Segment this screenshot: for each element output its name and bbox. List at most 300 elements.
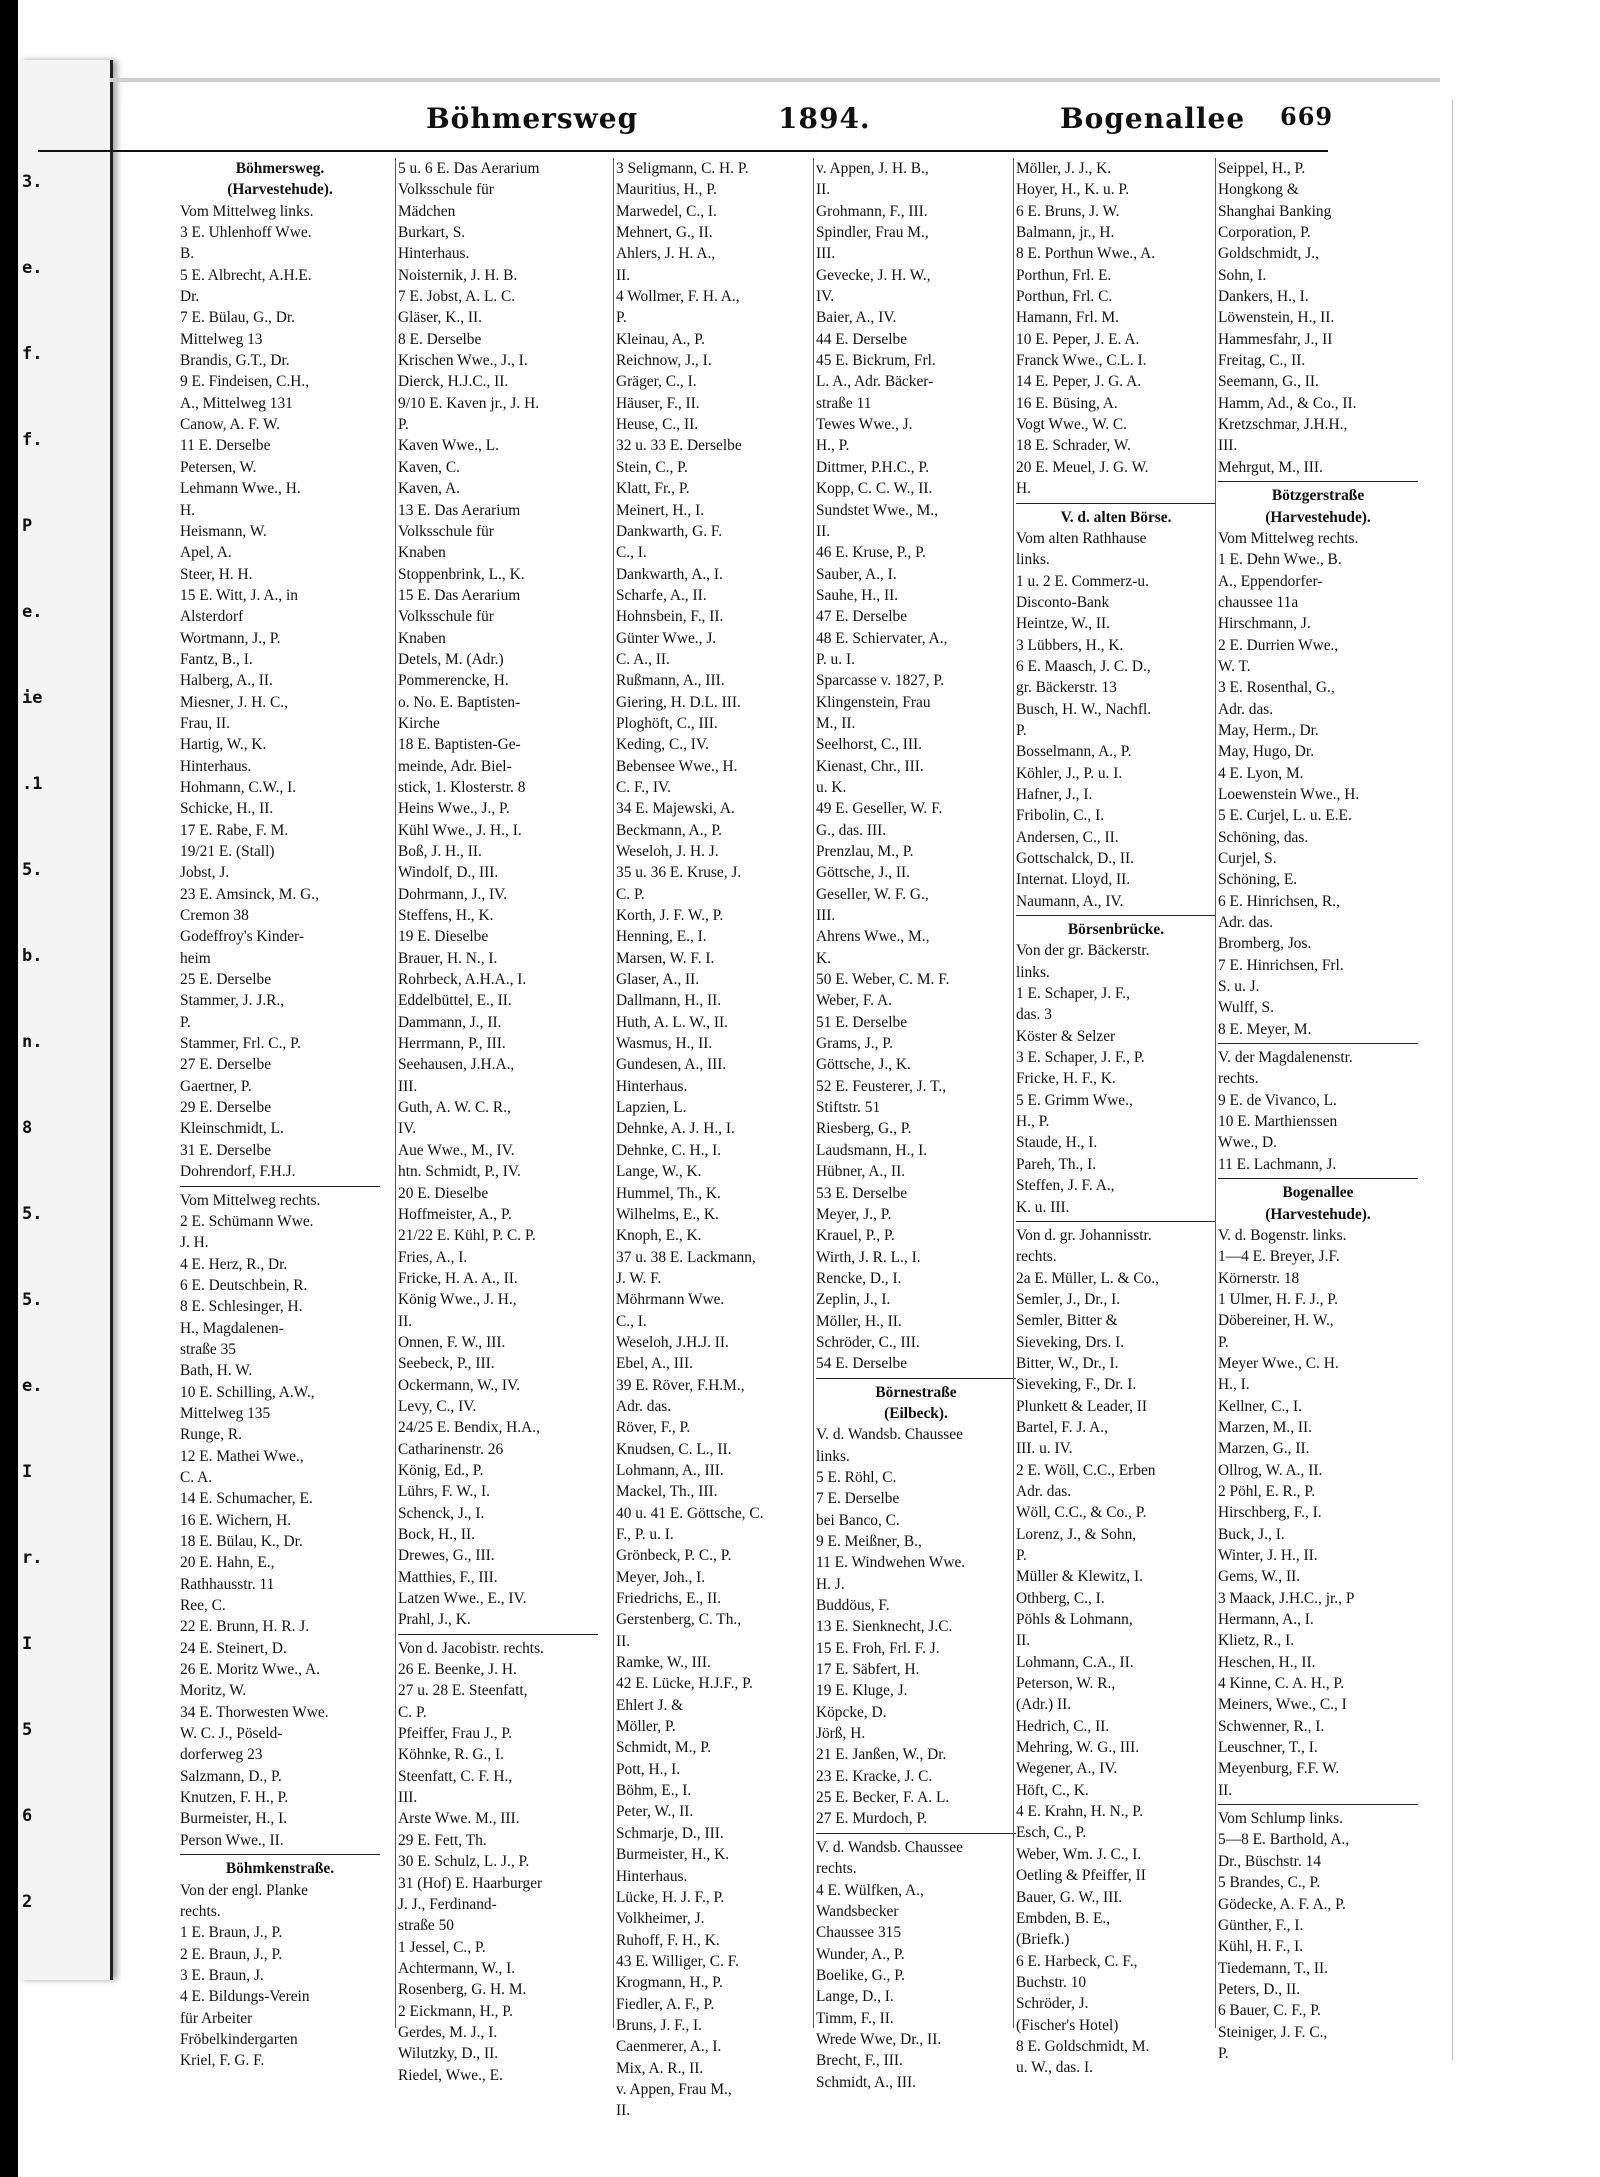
- directory-entry: 7 E. Bülau, G., Dr.: [180, 309, 295, 327]
- directory-entry: Bebensee Wwe., H.: [616, 757, 738, 775]
- directory-entry: Marzen, G., II.: [1218, 1440, 1310, 1458]
- directory-entry: 24/25 E. Bendix, H.A.,: [398, 1419, 540, 1437]
- directory-entry: Mix, A. R., II.: [616, 2059, 704, 2077]
- directory-entry: H., P.: [1016, 1113, 1050, 1131]
- directory-entry: Dankwarth, G. F.: [616, 522, 723, 540]
- directory-entry: 8 E. Porthun Wwe., A.: [1016, 245, 1156, 263]
- directory-entry: 6 E. Deutschbein, R.: [180, 1276, 308, 1294]
- directory-entry: A., Eppendorfer-: [1218, 572, 1323, 590]
- street-heading: (Harvestehude).: [1265, 1205, 1371, 1223]
- directory-entry: 7 E. Hinrichsen, Frl.: [1218, 956, 1344, 974]
- directory-entry: Meyenburg, F.F. W.: [1218, 1760, 1340, 1778]
- directory-entry: Dehnke, C. H., I.: [616, 1141, 722, 1159]
- directory-entry: Hoyer, H., K. u. P.: [1016, 181, 1130, 199]
- directory-entry: Hohnsbein, F., II.: [616, 608, 724, 626]
- directory-entry: Chaussee 315: [816, 1924, 902, 1942]
- directory-entry: 8 E. Schlesinger, H.: [180, 1298, 303, 1316]
- directory-entry: Klietz, R., I.: [1218, 1632, 1295, 1650]
- directory-entry: Fries, A., I.: [398, 1248, 468, 1266]
- directory-entry: Miesner, J. H. C.,: [180, 693, 288, 711]
- directory-entry: Hafner, J., I.: [1016, 785, 1093, 803]
- directory-column-3: [616, 158, 816, 2122]
- directory-entry: 7 E. Jobst, A. L. C.: [398, 288, 516, 306]
- section-rule: [816, 1833, 1016, 1834]
- directory-entry: III.: [816, 245, 836, 263]
- directory-entry: Stoppenbrink, L., K.: [398, 565, 525, 583]
- directory-entry: Naumann, A., IV.: [1016, 892, 1124, 910]
- directory-entry: Drewes, G., III.: [398, 1547, 495, 1565]
- directory-entry: 24 E. Steinert, D.: [180, 1639, 287, 1657]
- directory-entry: Kleinau, A., P.: [616, 330, 705, 348]
- directory-entry: Embden, B. E.,: [1016, 1909, 1111, 1927]
- column-divider: [395, 158, 396, 2028]
- directory-entry: Frau, II.: [180, 714, 231, 732]
- section-rule: [1218, 1178, 1418, 1179]
- directory-entry: rechts.: [180, 1902, 221, 1920]
- directory-entry: Timm, F., II.: [816, 2009, 894, 2027]
- directory-entry: Schicke, H., II.: [180, 800, 274, 818]
- directory-entry: Schröder, C., III.: [816, 1333, 920, 1351]
- directory-entry: 2 Eickmann, H., P.: [398, 2002, 513, 2020]
- directory-entry: S. u. J.: [1218, 978, 1260, 996]
- directory-entry: 8 E. Goldschmidt, M.: [1016, 2037, 1150, 2055]
- directory-entry: o. No. E. Baptisten-: [398, 693, 521, 711]
- directory-entry: Löwenstein, H., II.: [1218, 309, 1335, 327]
- directory-entry: Schwenner, R., I.: [1218, 1717, 1325, 1735]
- directory-entry: Busch, H. W., Nachfl.: [1016, 700, 1152, 718]
- directory-entry: Volkheimer, J.: [616, 1910, 705, 1928]
- directory-entry: Esch, C., P.: [1016, 1824, 1087, 1842]
- directory-entry: straße 50: [398, 1917, 454, 1935]
- directory-entry: Kaven, C.: [398, 458, 460, 476]
- directory-entry: Volksschule für: [398, 608, 494, 626]
- directory-entry: Mehring, W. G., III.: [1016, 1739, 1140, 1757]
- directory-entry: H., P.: [816, 437, 850, 455]
- directory-entry: 39 E. Röver, F.H.M.,: [616, 1376, 745, 1394]
- directory-entry: 49 E. Geseller, W. F.: [816, 800, 943, 818]
- directory-entry: Hirschberg, F., I.: [1218, 1504, 1322, 1522]
- directory-entry: F., P. u. I.: [616, 1526, 674, 1543]
- directory-entry: Von der gr. Bäckerstr.: [1016, 942, 1150, 960]
- directory-entry: Knoph, E., K.: [616, 1227, 702, 1245]
- directory-entry: Dehnke, A. J. H., I.: [616, 1120, 735, 1138]
- directory-entry: Freitag, C., II.: [1218, 352, 1306, 370]
- directory-entry: III.: [398, 1077, 418, 1095]
- directory-entry: dorferweg 23: [180, 1746, 263, 1764]
- directory-entry: Lorenz, J., & Sohn,: [1016, 1525, 1137, 1543]
- directory-entry: Gems, W., II.: [1218, 1568, 1301, 1586]
- directory-entry: Brecht, F., III.: [816, 2052, 903, 2070]
- directory-entry: Alsterdorf: [180, 608, 244, 626]
- directory-entry: 11 E. Windwehen Wwe.: [816, 1554, 966, 1572]
- directory-entry: Mittelweg 13: [180, 330, 263, 348]
- directory-entry: Vom Mittelweg links.: [180, 202, 314, 220]
- directory-entry: Othberg, C., I.: [1016, 1589, 1105, 1607]
- directory-entry: Fricke, H. A. A., II.: [398, 1269, 518, 1287]
- directory-entry: Dr., Büschstr. 14: [1218, 1852, 1322, 1870]
- directory-entry: 34 E. Majewski, A.: [616, 800, 735, 818]
- directory-entry: Godeffroy's Kinder-: [180, 928, 304, 946]
- directory-entry: C. F., IV.: [616, 778, 671, 796]
- directory-entry: Semler, Bitter &: [1016, 1312, 1118, 1330]
- directory-entry: P.: [1016, 721, 1027, 739]
- directory-entry: Fröbelkindergarten: [180, 2030, 298, 2048]
- column-divider: [613, 158, 614, 2028]
- directory-entry: Günter Wwe., J.: [616, 629, 717, 647]
- directory-entry: 18 E. Baptisten-Ge-: [398, 736, 521, 754]
- directory-entry: C. P.: [616, 885, 645, 903]
- directory-entry: Seebeck, P., III.: [398, 1355, 495, 1373]
- directory-entry: Peterson, W. R.,: [1016, 1675, 1116, 1693]
- directory-entry: 27 E. Murdoch, P.: [816, 1810, 928, 1828]
- directory-entry: Ehlert J. &: [616, 1696, 684, 1714]
- directory-entry: 4 E. Herz, R., Dr.: [180, 1255, 288, 1273]
- directory-entry: 1 u. 2 E. Commerz-u.: [1016, 572, 1149, 590]
- directory-entry: 2 E. Braun, J., P.: [180, 1945, 283, 1963]
- directory-entry: 31 E. Derselbe: [180, 1141, 272, 1159]
- directory-column-6: [1218, 158, 1418, 2064]
- directory-entry: P.: [1218, 2044, 1229, 2062]
- directory-entry: Steiniger, J. F. C.,: [1218, 2023, 1328, 2041]
- directory-entry: Cremon 38: [180, 907, 249, 925]
- previous-page-fragment: 5: [22, 1720, 33, 1740]
- directory-entry: Marzen, M., II.: [1218, 1418, 1313, 1436]
- directory-entry: Herrmann, P., III.: [398, 1035, 506, 1053]
- directory-entry: 34 E. Thorwesten Wwe.: [180, 1703, 329, 1721]
- directory-entry: Hirschmann, J.: [1218, 615, 1311, 633]
- previous-page-fragment: e.: [22, 258, 43, 278]
- directory-entry: Jörß, H.: [816, 1725, 866, 1743]
- directory-entry: 31 (Hof) E. Haarburger: [398, 1874, 543, 1892]
- directory-entry: Stein, C., P.: [616, 458, 688, 476]
- previous-page-fragment: 3.: [22, 172, 43, 192]
- previous-page-fragment: 5.: [22, 1290, 43, 1310]
- directory-entry: Seelhorst, C., III.: [816, 736, 923, 754]
- directory-entry: 51 E. Derselbe: [816, 1013, 908, 1031]
- directory-entry: Rohrbeck, A.H.A., I.: [398, 971, 527, 989]
- directory-entry: Person Wwe., II.: [180, 1831, 284, 1849]
- directory-entry: 13 E. Das Aerarium: [398, 501, 521, 519]
- directory-entry: Kaven, A.: [398, 480, 460, 498]
- directory-entry: Heintze, W., II.: [1016, 615, 1111, 633]
- directory-entry: Wortmann, J., P.: [180, 629, 281, 647]
- directory-entry: 29 E. Fett, Th.: [398, 1831, 487, 1849]
- directory-entry: Klingenstein, Frau: [816, 693, 931, 711]
- scan-dark-edge: [0, 0, 18, 2177]
- directory-entry: Stammer, J. J.R.,: [180, 992, 285, 1010]
- directory-entry: 44 E. Derselbe: [816, 330, 908, 348]
- directory-entry: H.: [180, 501, 195, 519]
- directory-entry: Mackel, Th., III.: [616, 1483, 718, 1501]
- directory-entry: Gräger, C., I.: [616, 373, 697, 391]
- directory-entry: Gundesen, A., III.: [616, 1056, 727, 1074]
- directory-entry: Gevecke, J. H. W.,: [816, 266, 931, 284]
- directory-entry: 3 E. Rosenthal, G.,: [1218, 679, 1335, 697]
- directory-entry: Wegener, A., IV.: [1016, 1760, 1118, 1778]
- directory-entry: links.: [1016, 963, 1050, 981]
- directory-entry: Von d. Jacobistr. rechts.: [398, 1639, 544, 1657]
- directory-entry: Hohmann, C.W., I.: [180, 778, 297, 796]
- directory-entry: Weseloh, J. H. J.: [616, 843, 719, 860]
- directory-entry: Lohmann, C.A., II.: [1016, 1653, 1134, 1671]
- directory-entry: 47 E. Derselbe: [816, 608, 908, 626]
- directory-entry: Bromberg, Jos.: [1218, 935, 1312, 953]
- directory-entry: Pareh, Th., I.: [1016, 1155, 1097, 1173]
- directory-entry: 37 u. 38 E. Lackmann,: [616, 1248, 756, 1266]
- directory-entry: 26 E. Moritz Wwe., A.: [180, 1661, 320, 1679]
- directory-entry: u. K.: [816, 778, 847, 796]
- directory-entry: Marsen, W. F. I.: [616, 949, 715, 967]
- directory-entry: 27 E. Derselbe: [180, 1056, 272, 1074]
- directory-entry: 19 E. Kluge, J.: [816, 1682, 908, 1700]
- directory-entry: Schröder, J.: [1016, 1995, 1089, 2013]
- directory-entry: Sieveking, F., Dr. I.: [1016, 1376, 1137, 1394]
- directory-entry: 5 E. Röhl, C.: [816, 1468, 897, 1486]
- directory-entry: II.: [816, 181, 831, 199]
- directory-entry: Pfeiffer, Frau J., P.: [398, 1725, 513, 1743]
- directory-entry: J. J., Ferdinand-: [398, 1895, 497, 1913]
- directory-entry: Dallmann, H., II.: [616, 992, 722, 1010]
- directory-entry: Fantz, B., I.: [180, 650, 253, 668]
- directory-entry: Hummel, Th., K.: [616, 1184, 721, 1202]
- directory-entry: links.: [816, 1447, 850, 1465]
- directory-entry: Aue Wwe., M., IV.: [398, 1141, 515, 1159]
- directory-entry: Adr. das.: [1218, 914, 1274, 932]
- directory-entry: Köster & Selzer: [1016, 1027, 1116, 1045]
- directory-entry: B.: [180, 245, 195, 263]
- directory-entry: Gerdes, M. J., I.: [398, 2023, 498, 2041]
- directory-entry: Boelike, G., P.: [816, 1966, 905, 1984]
- directory-entry: Krogmann, H., P.: [616, 1974, 723, 1992]
- directory-entry: K. u. III.: [1016, 1198, 1070, 1216]
- directory-entry: Weseloh, J.H.J. II.: [616, 1333, 729, 1351]
- directory-entry: Burkart, S.: [398, 224, 466, 242]
- directory-entry: 50 E. Weber, C. M. F.: [816, 971, 950, 989]
- directory-entry: Bruns, J. F., I.: [616, 2016, 702, 2034]
- directory-entry: stick, 1. Klosterstr. 8: [398, 778, 526, 796]
- directory-entry: rechts.: [1218, 1070, 1259, 1088]
- directory-entry: Rencke, D., I.: [816, 1269, 902, 1287]
- directory-entry: Fiedler, A. F., P.: [616, 1995, 715, 2013]
- previous-page-fragment: P: [22, 516, 33, 536]
- directory-entry: Lange, W., K.: [616, 1163, 702, 1181]
- directory-entry: Giering, H. D.L. III.: [616, 693, 741, 711]
- directory-entry: Hermann, A., I.: [1218, 1611, 1314, 1629]
- directory-entry: 19/21 E. (Stall): [180, 843, 275, 860]
- previous-page-fragment: 8: [22, 1118, 33, 1138]
- directory-entry: 5 E. Albrecht, A.H.E.: [180, 266, 312, 284]
- directory-entry: Mittelweg 135: [180, 1404, 271, 1422]
- directory-entry: 3 E. Schaper, J. F., P.: [1016, 1049, 1145, 1067]
- directory-entry: Kretzschmar, J.H.H.,: [1218, 416, 1348, 434]
- directory-entry: Häuser, F., II.: [616, 394, 700, 412]
- directory-entry: Wandsbecker: [816, 1902, 899, 1920]
- directory-entry: Buck, J., I.: [1218, 1525, 1285, 1543]
- directory-entry: Latzen Wwe., E., IV.: [398, 1590, 527, 1608]
- directory-entry: Müller & Klewitz, I.: [1016, 1568, 1143, 1586]
- directory-entry: Seemann, G., II.: [1218, 373, 1319, 391]
- directory-entry: 29 E. Derselbe: [180, 1099, 272, 1117]
- directory-entry: Gerstenberg, C. Th.,: [616, 1611, 742, 1629]
- directory-entry: II.: [616, 266, 631, 284]
- directory-entry: 18 E. Bülau, K., Dr.: [180, 1533, 303, 1550]
- directory-entry: Moritz, W.: [180, 1682, 247, 1700]
- directory-entry: IV.: [398, 1120, 417, 1138]
- column-divider: [1013, 158, 1014, 2028]
- previous-page-fragment: 5.: [22, 860, 43, 880]
- directory-entry: H. J.: [816, 1575, 845, 1593]
- directory-entry: Meiners, Wwe., C., I: [1218, 1696, 1347, 1714]
- directory-entry: Stammer, Frl. C., P.: [180, 1035, 301, 1053]
- directory-entry: 9 E. Meißner, B.,: [816, 1533, 922, 1550]
- directory-entry: Heuse, C., II.: [616, 416, 699, 434]
- directory-entry: Wöll, C.C., & Co., P.: [1016, 1504, 1147, 1522]
- directory-entry: 2 Pöhl, E. R., P.: [1218, 1482, 1316, 1500]
- directory-entry: J. H.: [180, 1234, 209, 1252]
- directory-entry: 4 E. Bildungs-Verein: [180, 1988, 310, 2006]
- directory-entry: Knaben: [398, 629, 446, 647]
- directory-entry: Ahlers, J. H. A.,: [616, 245, 716, 263]
- directory-entry: Keding, C., IV.: [616, 736, 709, 754]
- directory-entry: 3 Lübbers, H., K.: [1016, 636, 1124, 654]
- directory-entry: Corporation, P.: [1218, 224, 1311, 242]
- directory-entry: 42 E. Lücke, H.J.F., P.: [616, 1675, 753, 1693]
- directory-entry: Knaben: [398, 544, 446, 562]
- directory-entry: Brauer, H. N., I.: [398, 949, 498, 967]
- directory-entry: 9 E. Findeisen, C.H.,: [180, 373, 310, 391]
- previous-page-fragment: f.: [22, 430, 43, 450]
- directory-entry: A., Mittelweg 131: [180, 394, 293, 412]
- previous-page-fragment: .1: [22, 774, 43, 794]
- directory-entry: P.: [1218, 1333, 1229, 1351]
- directory-entry: 15 E. Froh, Frl. F. J.: [816, 1639, 940, 1657]
- directory-entry: Pommerencke, H.: [398, 672, 509, 690]
- header-year: 1894.: [778, 102, 871, 135]
- directory-entry: II.: [1016, 1632, 1031, 1650]
- directory-entry: Röver, F., P.: [616, 1419, 691, 1437]
- directory-entry: C. A.: [180, 1468, 213, 1486]
- directory-entry: IV.: [816, 288, 835, 306]
- directory-entry: Oetling & Pfeiffer, II: [1016, 1867, 1146, 1885]
- directory-entry: bei Banco, C.: [816, 1511, 900, 1529]
- directory-entry: H., I.: [1218, 1376, 1250, 1394]
- directory-entry: 6 Bauer, C. F., P.: [1218, 2002, 1321, 2020]
- directory-entry: 10 E. Marthienssen: [1218, 1113, 1338, 1131]
- directory-entry: Ahrens Wwe., M.,: [816, 928, 930, 946]
- directory-entry: 6 E. Hinrichsen, R.,: [1218, 892, 1340, 910]
- directory-entry: v. Appen, J. H. B.,: [816, 160, 929, 177]
- directory-entry: 21 E. Janßen, W., Dr.: [816, 1746, 947, 1764]
- directory-entry: Möhrmann Wwe.: [616, 1291, 725, 1309]
- directory-entry: 35 u. 36 E. Kruse, J.: [616, 864, 742, 882]
- directory-entry: Wasmus, H., II.: [616, 1035, 713, 1053]
- directory-entry: Steenfatt, C. F. H.,: [398, 1767, 513, 1785]
- directory-entry: Boß, J. H., II.: [398, 843, 482, 860]
- directory-entry: 11 E. Derselbe: [180, 437, 271, 455]
- directory-entry: 4 E. Wülfken, A.,: [816, 1881, 924, 1899]
- directory-entry: Spindler, Frau M.,: [816, 224, 929, 242]
- directory-entry: Hinterhaus.: [616, 1867, 688, 1885]
- directory-entry: 53 E. Derselbe: [816, 1184, 908, 1202]
- directory-entry: Prahl, J., K.: [398, 1611, 471, 1629]
- directory-entry: C. A., II.: [616, 650, 670, 668]
- previous-page-fragment: b.: [22, 946, 43, 966]
- directory-entry: straße 35: [180, 1340, 236, 1358]
- directory-entry: Lapzien, L.: [616, 1099, 687, 1117]
- directory-entry: III.: [1218, 437, 1238, 455]
- directory-entry: Gaertner, P.: [180, 1077, 252, 1095]
- directory-entry: Meyer, J., P.: [816, 1205, 892, 1223]
- directory-column-2: [398, 158, 598, 2086]
- directory-entry: Korth, J. F. W., P.: [616, 907, 724, 925]
- directory-entry: chaussee 11a: [1218, 593, 1299, 611]
- directory-entry: 7 E. Derselbe: [816, 1490, 900, 1508]
- directory-entry: II.: [616, 2102, 631, 2120]
- directory-entry: Krischen Wwe., J., I.: [398, 352, 528, 370]
- directory-entry: III.: [398, 1789, 418, 1807]
- directory-entry: Pöhls & Lohmann,: [1016, 1611, 1133, 1629]
- header-left-street: Böhmersweg: [426, 102, 639, 135]
- directory-entry: Gläser, K., II.: [398, 309, 483, 327]
- directory-entry: 8 E. Derselbe: [398, 330, 482, 348]
- section-rule: [1218, 481, 1418, 482]
- header-right-street: Bogenallee: [1060, 102, 1246, 135]
- directory-entry: Andersen, C., II.: [1016, 828, 1119, 846]
- directory-entry: Hinterhaus.: [180, 757, 252, 775]
- directory-entry: Ree, C.: [180, 1597, 226, 1615]
- section-rule: [816, 1378, 1016, 1379]
- directory-entry: Kaven Wwe., L.: [398, 437, 500, 455]
- directory-entry: 54 E. Derselbe: [816, 1355, 908, 1373]
- directory-entry: Ramke, W., III.: [616, 1654, 711, 1672]
- directory-entry: 5—8 E. Barthold, A.,: [1218, 1831, 1350, 1849]
- directory-entry: Achtermann, W., I.: [398, 1959, 516, 1977]
- directory-entry: Meinert, H., I.: [616, 501, 705, 519]
- directory-entry: 16 E. Wichern, H.: [180, 1511, 292, 1529]
- directory-entry: 27 u. 28 E. Steenfatt,: [398, 1682, 528, 1700]
- directory-column-5: [1016, 158, 1216, 2079]
- directory-entry: Goldschmidt, J.,: [1218, 245, 1319, 263]
- directory-entry: Lücke, H. J. F., P.: [616, 1888, 725, 1906]
- directory-entry: Möller, J. J., K.: [1016, 160, 1112, 177]
- section-rule: [180, 1854, 380, 1855]
- directory-entry: 25 E. Becker, F. A. L.: [816, 1789, 950, 1807]
- directory-entry: P.: [398, 416, 409, 434]
- directory-entry: Hongkong &: [1218, 181, 1299, 199]
- directory-entry: Sieveking, Drs. I.: [1016, 1333, 1125, 1351]
- directory-entry: Seehausen, J.H.A.,: [398, 1056, 515, 1074]
- directory-entry: 9 E. de Vivanco, L.: [1218, 1091, 1337, 1109]
- directory-entry: Buddöus, F.: [816, 1597, 890, 1615]
- directory-entry: Knutzen, F. H., P.: [180, 1789, 289, 1807]
- directory-entry: P. u. I.: [816, 650, 855, 668]
- directory-entry: Levy, C., IV.: [398, 1397, 477, 1415]
- directory-entry: Kopp, C. C. W., II.: [816, 480, 933, 498]
- previous-page-fragment: f.: [22, 344, 43, 364]
- directory-entry: Adr. das.: [616, 1397, 672, 1415]
- directory-entry: Henning, E., I.: [616, 928, 707, 946]
- directory-entry: Riesberg, G., P.: [816, 1120, 912, 1138]
- previous-page-edge: [18, 60, 113, 1980]
- directory-entry: 25 E. Derselbe: [180, 971, 272, 989]
- section-rule: [398, 1634, 598, 1635]
- previous-page-fragment: 2: [22, 1892, 33, 1912]
- directory-entry: Kriel, F. G. F.: [180, 2052, 265, 2070]
- directory-entry: 3 E. Braun, J.: [180, 1966, 264, 1984]
- street-heading: V. d. alten Börse.: [1060, 508, 1172, 526]
- directory-entry: C., I.: [616, 544, 647, 562]
- directory-entry: May, Hugo, Dr.: [1218, 743, 1315, 761]
